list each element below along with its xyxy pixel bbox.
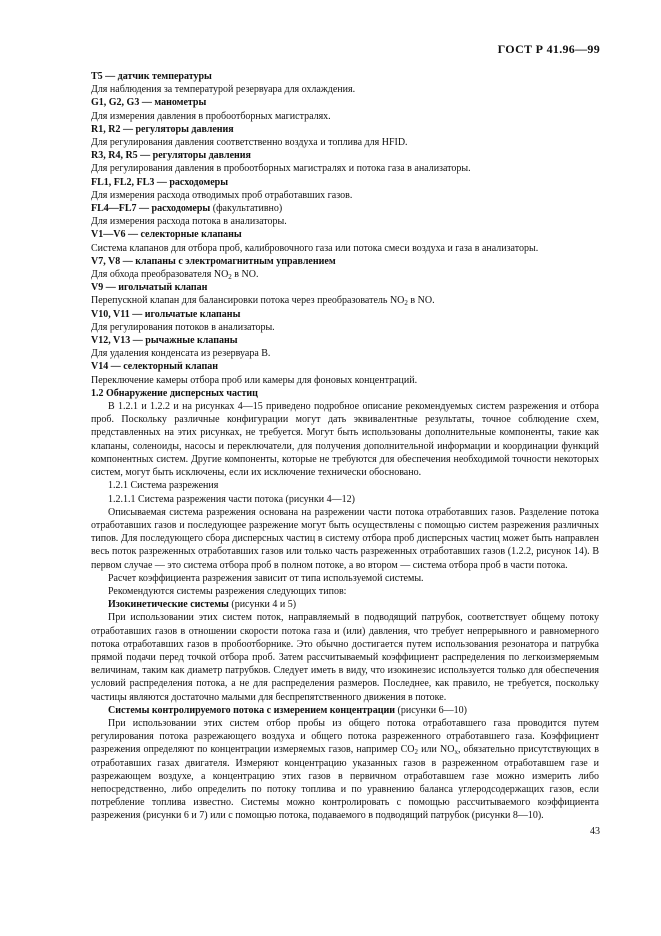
subscript: 2 [404,299,408,308]
definition-term-text: V9 — игольчатый клапан [91,282,208,294]
text-run: в NO. [231,269,259,281]
subscript: 2 [414,748,419,757]
definition-term-text: V10, V11 — игольчатые клапаны [91,308,241,320]
definition-description: Система клапанов для отбора проб, калибровочного газа или потока смеси воздуха и газа в анализаторы. [91,242,539,254]
paragraph: Рекомендуются системы разрежения следующих типов: [108,585,347,597]
definition-description: Для измерения расхода потока в анализаторы. [91,216,287,228]
definition-term [91,96,599,109]
standard-code-header: ГОСТ Р 41.96—99 [497,42,600,56]
subsection-heading: 1.2.1 Система разрежения [108,480,219,492]
definition-term-suffix: (факультативно) [210,203,283,215]
definition-term [91,308,599,321]
paragraph [91,717,599,823]
definition-term [91,123,599,136]
definition-term [91,334,599,347]
definition-description [91,294,599,307]
definition-term [91,360,599,373]
definition-term-text: V7, V8 — клапаны с электромагнитным управлением [91,255,336,267]
text-run: При использовании этих систем отбор пробы из общего потока отработавшего газа проводится путем регулирования потока разрежающего воздуха и общего потока разреженного отработавшего газа. Коэффициент разрежения определяют по концентрации измеряемых газов, например CO [91,717,599,756]
subscript: x [454,748,458,757]
definition-term [91,70,599,83]
page-number: 43 [590,826,600,837]
definition-term-text: R3, R4, R5 — регуляторы давления [91,150,251,162]
section-heading [91,387,599,400]
definition-description: Для регулирования потоков в анализаторы. [91,321,275,333]
section-heading-text: 1.2 Обнаружение дисперсных частиц [91,387,258,399]
text-run: или NO [418,744,455,756]
definition-term-text: G1, G2, G3 — манометры [91,97,207,109]
subsubsection-heading: 1.2.1.1 Система разрежения части потока (рисунки 4—12) [108,493,355,505]
definitions-list [91,70,599,387]
paragraph: Описываемая система разрежения основана на разрежении части потока отработавших газов. Разделение потока отработавших газов и последующее разрежение могут быть осуществлены с помощью систем разрежения различных типов. Для последующего сбора дисперсных частиц в систему отбора проб дисперсных частиц может быть направлен весь поток разреженных отработавших газов или только часть разреженных отработавших газов (1.2.2, рисунок 14). В первом случае — это система отбора проб в полном потоке, а во втором — система отбора проб в части потока. [91,506,599,571]
system-type-ref: (рисунки 4 и 5) [228,599,297,611]
definition-term [91,281,599,294]
definition-description: Для регулирования давления в пробоотборных магистралях и потока газа в анализаторы. [91,163,471,175]
definition-description: Для наблюдения за температурой резервуара для охлаждения. [91,84,356,96]
definition-term-text: FL4—FL7 — расходомеры [91,203,211,215]
definition-description [91,268,599,281]
definition-term-text: V1—V6 — селекторные клапаны [91,229,242,241]
definition-description: Для измерения давления в пробоотборных магистралях. [91,110,331,122]
definition-description: Для измерения расхода отводимых проб отработавших газов. [91,189,353,201]
definition-term-text: V12, V13 — рычажные клапаны [91,335,238,347]
definition-term [91,149,599,162]
paragraph: При использовании этих систем поток, направляемый в подводящий патрубок, соответствует общему потоку отработавших газов в отношении скорости потока газа и (или) давления, что требует непрерывного и равномерного потока отработавших газов в пробоотборнике. Это обычно достигается путем использования резонатора и патрубка прямой подачи перед точкой отбора проб. Затем рассчитываемый коэффициент распределения по легкоизмеряемым величинам, таким как диаметр патрубков. Следует иметь в виду, что изокинезис используется только для обеспечения условий распределения потока, а не для распределения размеров. Последнее, как правило, не требуется, поскольку частицы являются достаточно малыми для беспрепятственного движения в потоке. [91,612,599,703]
definition-term-text: V14 — селекторный клапан [91,361,218,373]
definition-term [91,228,599,241]
text-run: Перепускной клапан для балансировки потока через преобразователь NO [91,295,405,307]
subscript: 2 [228,273,232,282]
paragraph: В 1.2.1 и 1.2.2 и на рисунках 4—15 приведено подробное описание рекомендуемых систем разрежения и отбора проб. Поскольку различные конфигурации могут дать эквивалентные результаты, точное соблюдение схем, представленных на этих рисунках, не требуется. Могут быть использованы дополнительные компоненты, такие как клапаны, соленоиды, насосы и переключатели, для получения дополнительной информации и координации функций компонентных систем. Другие компоненты, которые не требуются для обеспечения необходимой точности некоторых систем, могут быть исключены, если их исключение технически обосновано. [91,401,599,479]
definition-term [91,176,599,189]
system-type-name: Системы контролируемого потока с измерением концентрации [108,704,396,716]
system-type-ref: (рисунки 6—10) [395,704,467,716]
system-type-heading [91,704,599,717]
text-run: , обязательно присутствующих в отработавших газах двигателя. Измеряют концентрацию указанных газов в разреженном отработавшем газе и разрежающем воздухе, а концентрацию этих газов в первичном отработавшем газе можно измерить либо непосредственно, либо определить по потоку топлива и по уравнению баланса углеродсодержащих газов, если потребление топлива известно. Системы можно контролировать с помощью рассчитываемого коэффициента разрежения (рисунки 6 и 7) или с помощью потока, подаваемого в подводящий патрубок (рисунки 8—10). [91,744,600,822]
definition-term-text: FL1, FL2, FL3 — расходомеры [91,176,229,188]
system-type-name: Изокинетические системы [108,599,229,611]
system-type-heading [91,598,599,611]
document-body [91,70,599,823]
definition-term-text: R1, R2 — регуляторы давления [91,123,234,135]
definition-description: Переключение камеры отбора проб или камеры для фоновых концентраций. [91,374,418,386]
paragraph: Расчет коэффициента разрежения зависит от типа используемой системы. [108,572,424,584]
definition-term [91,255,599,268]
definition-term [91,202,599,215]
definition-description: Для удаления конденсата из резервуара B. [91,348,271,360]
text-run: в NO. [407,295,435,307]
definition-term-text: T5 — датчик температуры [91,71,212,82]
text-run: Для обхода преобразователя NO [91,269,229,281]
definition-description: Для регулирования давления соответственно воздуха и топлива для HFID. [91,137,408,149]
